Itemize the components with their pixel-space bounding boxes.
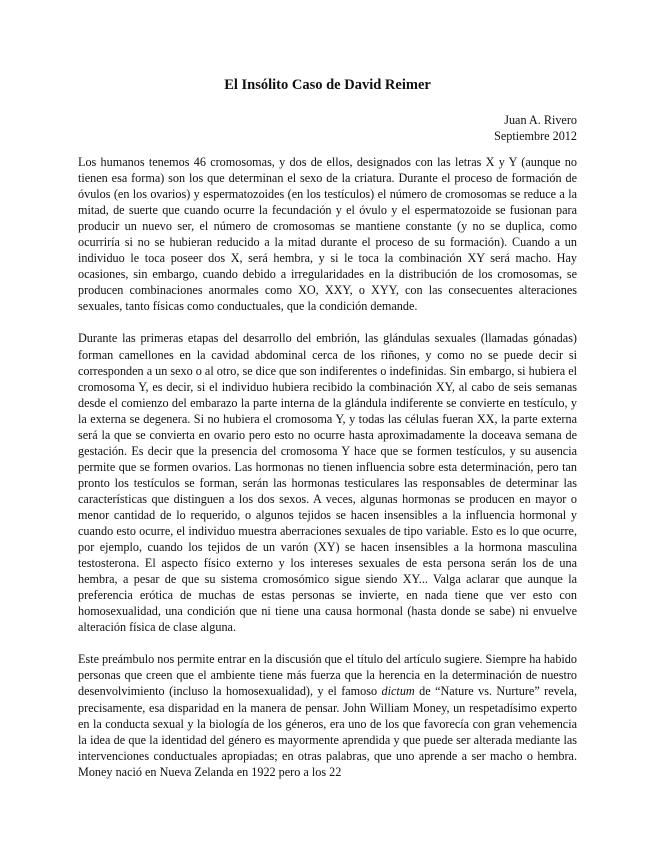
paragraph-3: [78, 651, 577, 779]
dictum-term: dictum: [381, 684, 415, 699]
paragraph-3-part-1: Este preámbulo nos permite entrar en la discusión que el título del artículo sugiere. Siempre ha habido personas que creen que el ambiente tiene más fuerza que la herencia en la determinación de nuestro desenvolvimiento (incluso la homosexualidad), y el famoso: [78, 652, 577, 699]
document-title: El Insólito Caso de David Reimer: [224, 77, 431, 93]
author-name: Juan A. Rivero: [504, 113, 577, 127]
paragraph-2: Durante las primeras etapas del desarrollo del embrión, las glándulas sexuales (llamadas gónadas) forman camellones en la cavidad abdominal cerca de los riñones, y como no se puede decir si corresponden a un sexo o al otro, se dice que son indiferentes o indefinidas. Sin embargo, si hubiera el cromosoma Y, es decir, si el individuo hubiera recibido la combinación XY, al cabo de seis semanas desde el comienzo del embarazo la parte interna de la glándula indiferente se convierte en testículo, y la externa se degenera. Si no hubiera el cromosoma Y, y todas las células fueran XX, la parte externa será la que se convierta en ovario pero esto no ocurre hasta aproximadamente la doceava semana de gestación. Es decir que la presencia del cromosoma Y hace que se formen testículos, y su ausencia permite que se formen ovarios. Las hormonas no tienen influencia sobre esta determinación, pero tan pronto los testículos se forman, serán las hormonas testiculares las responsables de determinar las características que distinguen a los dos sexos. A veces, algunas hormonas se producen en mayor o menor cantidad de lo requerido, o algunos tejidos se hacen insensibles a la influencia hormonal y cuando esto ocurre, el individuo muestra aberraciones sexuales de tipo variable. Esto es lo que ocurre, por ejemplo, cuando los tejidos de un varón (XY) se hacen insensibles a la hormona masculina testosterona. El aspecto físico externo y los intereses sexuales de esta persona serán los de una hembra, a pesar de que su sistema cromosómico sigue siendo XY... Valga aclarar que aunque la preferencia erótica de muchas de estas personas se invierte, en nada tiene que ver esto con homosexualidad, una condición que ni tiene una causa hormonal (hasta donde se sabe) ni envuelve alteración física de clase alguna.: [78, 331, 577, 635]
document-body: [78, 154, 577, 796]
paragraph-3-part-2: de “Nature vs. Nurture” revela, precisamente, esa disparidad en la manera de pensar. John William Money, un respetadísimo experto en la conducta sexual y la biología de los géneros, era uno de los que favorecía con gran vehemencia la idea de que la identidad del género es mayormente aprendida y que puede ser alterada mediante las intervenciones conductuales apropiadas; en otras palabras, que uno aprende a ser macho o hembra. Money nació en Nueva Zelanda en 1922 pero a los 22: [78, 684, 577, 779]
document-date: Septiembre 2012: [494, 129, 577, 143]
paragraph-1: Los humanos tenemos 46 cromosomas, y dos de ellos, designados con las letras X y Y (aunque no tienen esa forma) son los que determinan el sexo de la criatura. Durante el proceso de formación de óvulos (en los ovarios) y espermatozoides (en los testículos) el número de cromosomas se reduce a la mitad, de suerte que cuando ocurre la fecundación y el óvulo y el espermatozoide se fusionan para producir un nuevo ser, el número de cromosomas se mantiene constante (y no se duplica, como ocurriría si no se hubieran reducido a la mitad durante el proceso de su formación). Cuando a un individuo le toca poseer dos X, será hembra, y si le toca la combinación XY será macho. Hay ocasiones, sin embargo, cuando debido a irregularidades en la distribución de los cromosomas, se producen combinaciones anormales como XO, XXY, o XYY, con las consecuentes alteraciones sexuales, tanto físicas como conductuales, que la condición demande.: [78, 155, 577, 314]
author-block: [494, 112, 577, 144]
